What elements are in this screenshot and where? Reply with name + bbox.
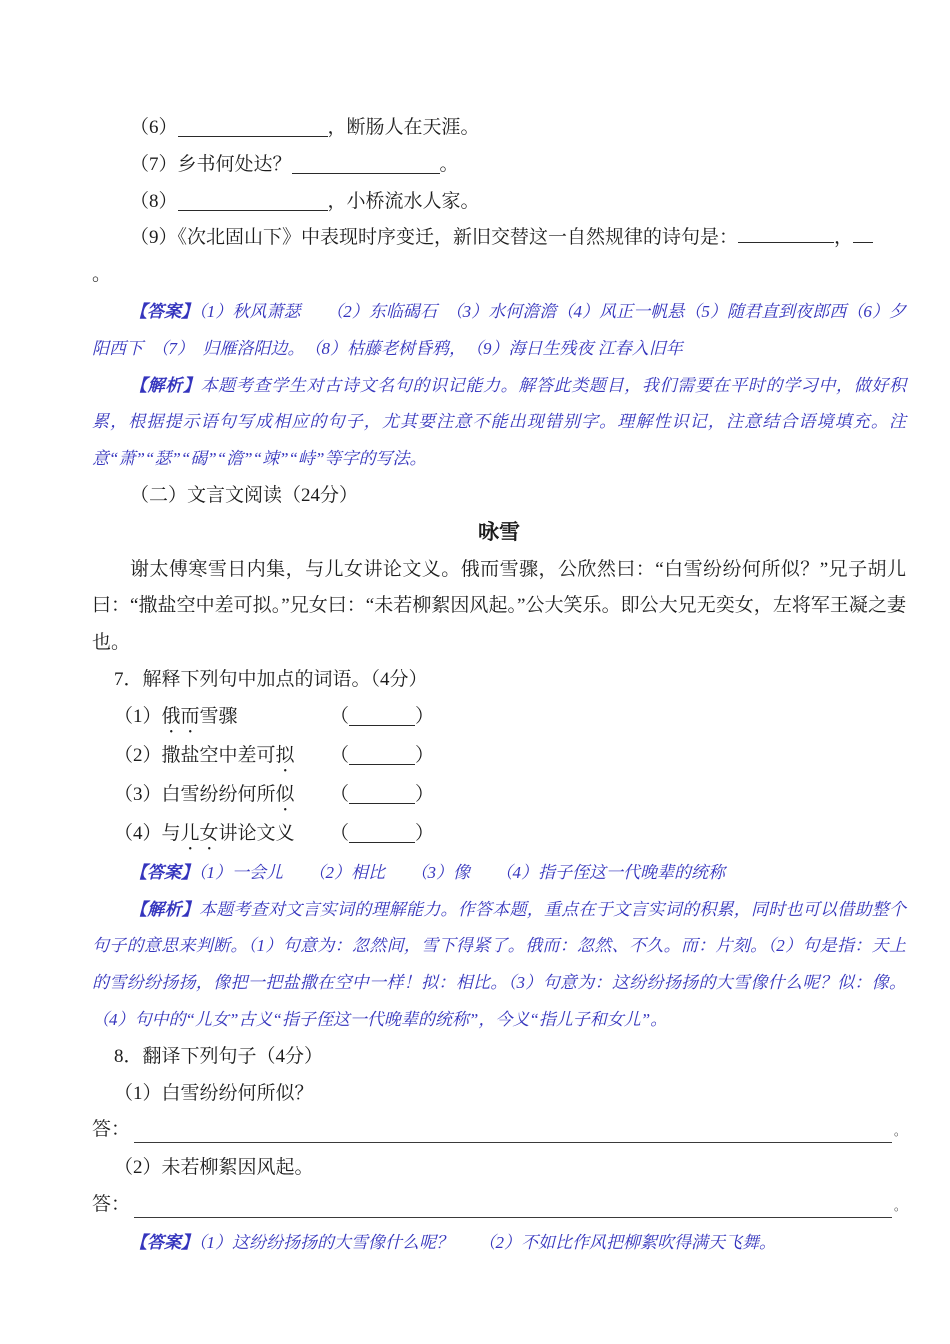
q7-item-phrase	[114, 699, 330, 738]
analysis-text-q7: 本题考查对文言实词的理解能力。作答本题，重点在于文言实词的积累，同时也可以借助整个句子的意思来判断。（1）句意为：忽然间，雪下得紧了。俄而：忽然、不久。而：片刻。（2）句是指：天上的雪纷纷扬扬，像把一把盐撒在空中一样！拟：相比。（3）句意为：这纷纷扬扬的大雪像什么呢？似：像。（4）句中的“儿女”古义“指子侄这一代晚辈的统称”，今义“指儿子和女儿”。	[92, 899, 906, 1029]
passage-text: 谢太傅寒雪日内集，与儿女讲论文义。俄而雪骤，公欣然曰：“白雪纷纷何所似？”兄子胡儿曰：“撒盐空中差可拟。”兄女曰：“未若柳絮因风起。”公大笑乐。即公大兄无奕女，左将军王凝之妻也。	[92, 558, 906, 654]
q7-item-post: 雪骤	[199, 705, 238, 727]
answer-label: 【答案】	[130, 862, 198, 882]
question-6-suffix: ，断肠人在天涯。	[327, 117, 480, 138]
analysis-block-1	[92, 368, 906, 478]
blank-line	[738, 241, 834, 243]
bracket-blank	[330, 738, 434, 775]
blank-line	[134, 1141, 892, 1143]
q8-stem: 8．翻译下列句子（4分）	[114, 1045, 324, 1067]
q7-item-emphasized: 儿女	[180, 822, 219, 844]
blank-line	[292, 172, 440, 174]
q7-item-2	[92, 738, 906, 777]
line-end-period: 。	[893, 1124, 906, 1139]
blank-line	[178, 209, 328, 211]
section-heading: （二）文言文阅读（24分）	[130, 484, 359, 506]
question-8-line	[92, 184, 906, 221]
bracket-close: ）	[415, 744, 435, 766]
bracket-blank	[330, 777, 434, 814]
bracket-blank	[330, 816, 434, 853]
analysis-block-q7	[92, 892, 906, 1039]
question-8-prefix: （8）	[130, 190, 178, 212]
blank-line	[853, 241, 873, 243]
question-9-prefix: （9）《次北固山下》中表现时序变迁，新旧交替这一自然规律的诗句是：	[130, 227, 739, 249]
line-end-period: 。	[893, 1198, 906, 1213]
blank-line	[349, 724, 415, 726]
question-8-suffix: ，小桥流水人家。	[327, 190, 480, 212]
passage-title: 咏雪	[478, 520, 520, 544]
question-7-suffix: 。	[439, 153, 459, 175]
answer-prefix: 答：	[92, 1119, 131, 1141]
q7-item-pre: （2）撒盐空中差可	[114, 744, 276, 766]
q7-item-pre: （4）与	[114, 822, 181, 844]
question-6-prefix: （6）	[130, 117, 178, 138]
answer-write-line-2	[92, 1187, 906, 1225]
answer-text-q7: （1）一会儿 （2）相比 （3）像 （4）指子侄这一代晚辈的统称	[198, 862, 725, 882]
q7-item-phrase	[114, 777, 330, 816]
q7-item-post: 讲论文义	[218, 822, 295, 844]
analysis-label: 【解析】	[130, 375, 201, 395]
question-7-line	[92, 147, 906, 184]
q7-stem: 7．解释下列句中加点的词语。（4分）	[114, 668, 428, 690]
question-6-line	[92, 110, 906, 147]
answer-block-1	[92, 294, 906, 368]
q7-item-pre: （3）白雪纷纷何所	[114, 783, 276, 805]
question-7-prefix: （7）乡书何处达？	[130, 153, 292, 175]
q7-item-phrase	[114, 816, 330, 855]
question-9-comma: ，	[834, 227, 854, 249]
q7-item-pre: （1）	[114, 705, 162, 727]
q7-item-4	[92, 816, 906, 855]
answer-block-q8	[92, 1225, 906, 1262]
answer-label: 【答案】	[130, 1232, 198, 1252]
answer-text-1: （1）秋风萧瑟 （2）东临碣石 （3）水何澹澹（4）风正一帆悬（5）随君直到夜郎西（6）夕阳西下 （7） 归雁洛阳边。 （8）枯藤老树昏鸦， （9）海日生残夜 江春入旧年	[92, 301, 907, 358]
bracket-open: （	[330, 822, 350, 844]
answer-label: 【答案】	[130, 301, 199, 321]
bracket-open: （	[330, 783, 350, 805]
answer-text-q8: （1）这纷纷扬扬的大雪像什么呢？ （2）不如比作风把柳絮吹得满天飞舞。	[198, 1232, 776, 1252]
q8-item-2: （2）未若柳絮因风起。	[114, 1157, 314, 1179]
answer-block-q7	[92, 855, 906, 892]
answer-prefix: 答：	[92, 1193, 131, 1215]
bracket-open: （	[330, 744, 350, 766]
blank-line	[349, 841, 415, 843]
answer-write-line-1	[92, 1112, 906, 1150]
q7-item-emphasized: 俄而	[161, 705, 200, 727]
question-9-overflow-period: 。	[92, 264, 112, 286]
analysis-text-1: 本题考查学生对古诗文名句的识记能力。解答此类题目，我们需要在平时的学习中，做好积累，根据提示语句写成相应的句子，尤其要注意不能出现错别字。理解性识记，注意结合语境填充。注意“萧”“瑟”“碣”“澹”“竦”“峙”等字的写法。	[92, 375, 907, 469]
blank-line	[134, 1216, 892, 1218]
question-9-line	[92, 220, 906, 257]
bracket-open: （	[330, 705, 350, 727]
blank-line	[349, 763, 415, 765]
bracket-close: ）	[415, 783, 435, 805]
analysis-label: 【解析】	[130, 899, 199, 919]
q7-item-phrase	[114, 738, 330, 777]
blank-line	[178, 135, 328, 137]
bracket-close: ）	[415, 822, 435, 844]
bracket-blank	[330, 699, 434, 736]
q8-item-1: （1）白雪纷纷何所似？	[114, 1082, 314, 1104]
q7-item-emphasized: 似	[275, 783, 295, 805]
q7-item-emphasized: 拟	[275, 744, 295, 766]
bracket-close: ）	[415, 705, 435, 727]
q7-item-3	[92, 777, 906, 816]
q7-item-1	[92, 699, 906, 738]
blank-line	[349, 802, 415, 804]
